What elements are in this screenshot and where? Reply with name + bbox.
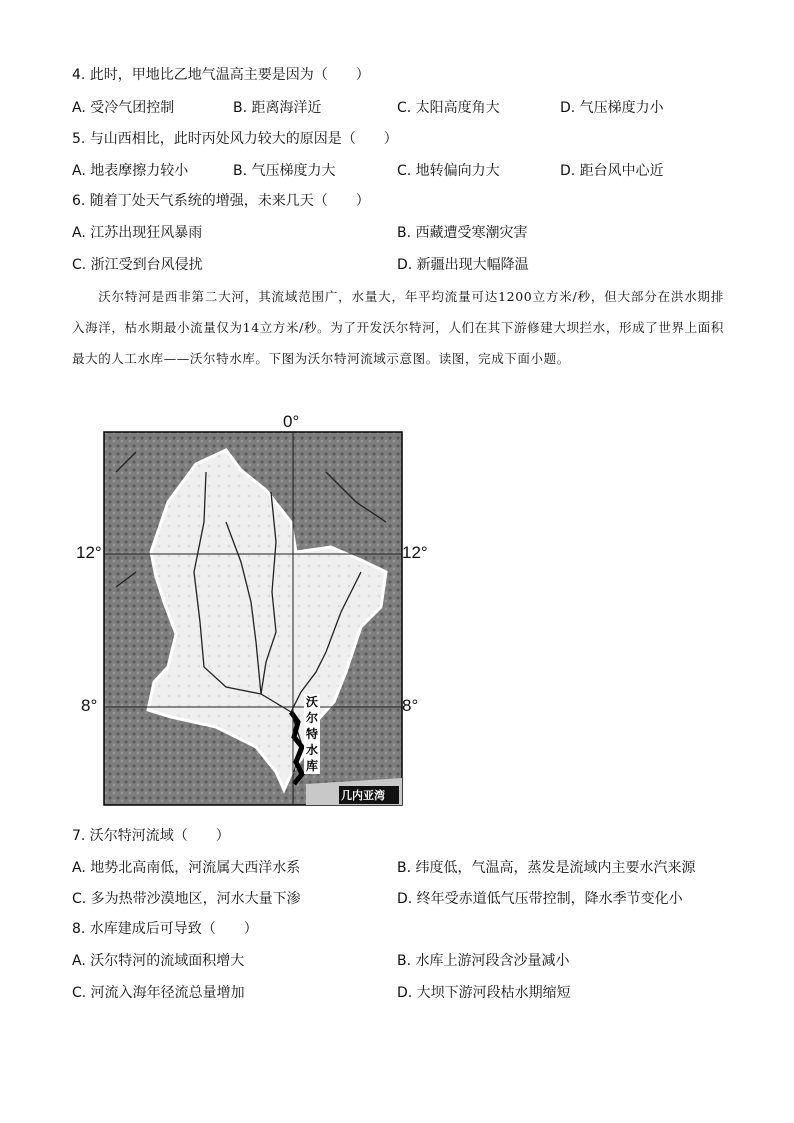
question-4-option-c: C. 太阳高度角大 [397, 100, 500, 116]
reservoir-label-char: 尔 [305, 711, 318, 725]
question-4-option-d: D. 气压梯度力小 [560, 100, 664, 116]
question-8-stem: 8. 水库建成后可导致（ ） [72, 921, 258, 937]
question-8-option-b: B. 水库上游河段含沙量减小 [397, 953, 570, 969]
question-4-stem: 4. 此时，甲地比乙地气温高主要是因为（ ） [72, 67, 370, 83]
volta-basin-map [76, 412, 436, 812]
latitude-label-8-left: 8° [81, 696, 98, 715]
question-5-stem: 5. 与山西相比，此时丙处风力较大的原因是（ ） [72, 131, 398, 147]
question-7-option-b: B. 纬度低，气温高，蒸发是流域内主要水汽来源 [397, 860, 696, 876]
latitude-label-8-right: 8° [402, 696, 419, 715]
map-figure [76, 412, 436, 812]
question-6-option-c: C. 浙江受到台风侵扰 [72, 257, 203, 273]
question-8-option-a: A. 沃尔特河的流域面积增大 [72, 953, 245, 969]
reservoir-label-char: 特 [305, 727, 318, 741]
question-5-option-b: B. 气压梯度力大 [233, 163, 336, 179]
latitude-label-12-left: 12° [76, 543, 102, 562]
reservoir-label [304, 694, 320, 774]
question-8-option-c: C. 河流入海年径流总量增加 [72, 985, 245, 1001]
question-5-option-a: A. 地表摩擦力较小 [72, 163, 189, 179]
reading-passage: 沃尔特河是西非第二大河，其流域范围广，水量大，年平均流量可达1200立方米/秒，但大部分在洪水期排入海洋，枯水期最小流量仅为14立方米/秒。为了开发沃尔特河，人们在其下游修建大坝拦水，形成了世界上面积最大的人工水库——沃尔特水库。下图为沃尔特河流域示意图。读图，完成下面小题。 [72, 289, 724, 366]
question-5-option-c: C. 地转偏向力大 [397, 163, 500, 179]
reservoir-label-char: 沃 [305, 695, 318, 709]
question-4-option-b: B. 距离海洋近 [233, 100, 322, 116]
question-6-stem: 6. 随着丁处天气系统的增强，未来几天（ ） [72, 193, 370, 209]
reservoir-label-char: 库 [305, 759, 318, 773]
question-7-option-a: A. 地势北高南低，河流属大西洋水系 [72, 860, 301, 876]
question-5-option-d: D. 距台风中心近 [560, 163, 664, 179]
gulf-label: 几内亚湾 [341, 789, 385, 802]
question-4-option-a: A. 受冷气团控制 [72, 100, 175, 116]
question-7-option-d: D. 终年受赤道低气压带控制，降水季节变化小 [397, 891, 683, 907]
reservoir-label-char: 水 [305, 743, 318, 757]
longitude-label-0: 0° [283, 412, 300, 431]
question-8-option-d: D. 大坝下游河段枯水期缩短 [397, 985, 571, 1001]
question-6-option-b: B. 西藏遭受寒潮灾害 [397, 225, 528, 241]
latitude-label-12-right: 12° [402, 543, 428, 562]
question-7-stem: 7. 沃尔特河流域（ ） [72, 828, 230, 844]
question-7-option-c: C. 多为热带沙漠地区，河水大量下渗 [72, 891, 301, 907]
question-6-option-d: D. 新疆出现大幅降温 [397, 257, 529, 273]
question-6-option-a: A. 江苏出现狂风暴雨 [72, 225, 203, 241]
